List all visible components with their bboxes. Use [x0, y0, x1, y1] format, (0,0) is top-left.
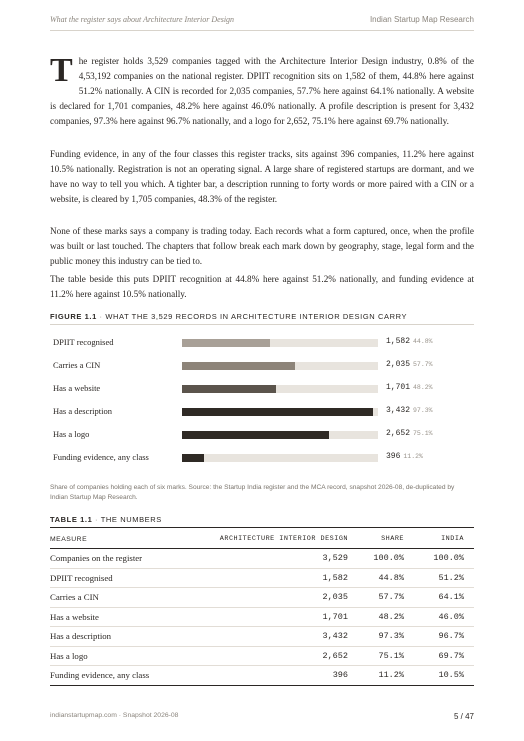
bar-value-label [386, 383, 433, 392]
drop-cap: T [50, 52, 73, 89]
bar-category-label: Funding evidence, any class [53, 452, 149, 462]
cell-india: 100.0% [414, 549, 474, 569]
bar-percent: 97.3% [413, 407, 433, 414]
table-row [50, 607, 474, 627]
header-divider [50, 30, 474, 31]
bar-count: 2,035 [386, 360, 411, 369]
header-india: INDIA [414, 528, 474, 549]
cell-share: 11.2% [358, 666, 414, 686]
table-row [50, 588, 474, 608]
page-number: 5 / 47 [453, 712, 474, 721]
chart-row [50, 380, 474, 400]
table-row [50, 646, 474, 666]
cell-measure: Has a website [50, 607, 198, 627]
bar [182, 431, 329, 439]
bar-count: 396 [386, 452, 401, 461]
bar-category-label: Has a logo [53, 429, 90, 439]
bar-value-label [386, 452, 423, 461]
bar-percent: 11.2% [403, 453, 423, 460]
cell-share: 57.7% [358, 588, 414, 608]
bar-percent: 57.7% [413, 361, 433, 368]
figure-title-text: WHAT THE 3,529 RECORDS IN ARCHITECTURE INTERIOR DESIGN CARRY [105, 312, 408, 321]
bar-track [182, 431, 378, 439]
footer-source: indianstartupmap.com · Snapshot 2026-08 [50, 712, 179, 719]
cell-share: 97.3% [358, 627, 414, 647]
paragraph-funding: Funding evidence, in any of the four classes this register tracks, sits against 396 companies, 11.2% here against 10.5% nationally. Registration is not an operating signal. A large share of registered startups are dormant, and we have no way to tell you which. A tighter bar, a description running to forty words or more paired with a CIN or a website, is cleared by 1,705 companies, 48.3% of the register. [50, 149, 474, 204]
bar-count: 1,582 [386, 337, 411, 346]
publisher-name: Indian Startup Map Research [369, 15, 474, 24]
figure-sep: · [99, 312, 103, 321]
figure-label: FIGURE 1.1 [50, 312, 97, 321]
table-title [50, 515, 162, 524]
paragraph-table-intro: The table beside this puts DPIIT recognition at 44.8% here against 51.2% nationally, and funding evidence at 11.2% here against 10.5% nationally. [50, 274, 474, 299]
paragraph-intro [50, 54, 474, 129]
table-sep: · [95, 515, 99, 524]
chart-row [50, 357, 474, 377]
bar-count: 1,701 [386, 383, 411, 392]
bar-category-label: Has a website [53, 383, 101, 393]
bar [182, 385, 276, 393]
cell-measure: Companies on the register [50, 549, 198, 569]
cell-measure: Has a description [50, 627, 198, 647]
cell-industry: 3,432 [198, 627, 358, 647]
cell-industry: 3,529 [198, 549, 358, 569]
bar-value-label [386, 429, 433, 438]
cell-share: 100.0% [358, 549, 414, 569]
cell-india: 51.2% [414, 568, 474, 588]
cell-india: 64.1% [414, 588, 474, 608]
bar-value-label [386, 360, 433, 369]
figure-caption: Share of companies holding each of six marks. Source: the Startup India register and the MCA record, snapshot 2026-08, de-duplicated by Indian Startup Map Research. [50, 484, 455, 501]
bar-track [182, 454, 378, 462]
cell-share: 44.8% [358, 568, 414, 588]
cell-india: 69.7% [414, 646, 474, 666]
page-footer [50, 712, 474, 724]
bar-track [182, 339, 378, 347]
figure-title [50, 312, 407, 321]
header-share: SHARE [358, 528, 414, 549]
bar-percent: 44.8% [413, 338, 433, 345]
bar-track [182, 385, 378, 393]
figure-divider [50, 324, 474, 325]
cell-india: 96.7% [414, 627, 474, 647]
bar-value-label [386, 406, 433, 415]
chart-row [50, 334, 474, 354]
cell-india: 10.5% [414, 666, 474, 686]
table-row [50, 549, 474, 569]
bar [182, 408, 373, 416]
chart-row [50, 403, 474, 423]
header-industry: ARCHITECTURE INTERIOR DESIGN [198, 528, 358, 549]
cell-industry: 1,582 [198, 568, 358, 588]
cell-measure: Has a logo [50, 646, 198, 666]
table-row [50, 666, 474, 686]
cell-share: 48.2% [358, 607, 414, 627]
cell-india: 46.0% [414, 607, 474, 627]
cell-industry: 1,701 [198, 607, 358, 627]
running-title: What the register says about Architecture Interior Design [50, 15, 235, 24]
bar-count: 2,652 [386, 429, 411, 438]
table-title-text: THE NUMBERS [100, 515, 162, 524]
paragraph-caveat: None of these marks says a company is trading today. Each records what a form captured, once, when the profile was built or last touched. The chapters that follow break each mark down by geography, stage, legal form and the public money this industry can be tied to. [50, 226, 474, 266]
cell-industry: 396 [198, 666, 358, 686]
table-row [50, 627, 474, 647]
chart-row [50, 426, 474, 446]
bar-value-label [386, 337, 433, 346]
cell-industry: 2,035 [198, 588, 358, 608]
cell-measure: Carries a CIN [50, 588, 198, 608]
paragraph-intro-text: he register holds 3,529 companies tagged with the Architecture Interior Design industry, 0.8% of the 4,53,192 companies on the national register. DPIIT recognition sits on 1,582 of them, 44.8% here against 51.2% nationally. A CIN is recorded for 2,035 companies, 57.7% here against 64.1% nationally. A website is declared for 1,701 companies, 48.2% here against 46.0% nationally. A profile description is present for 3,432 companies, 97.3% here against 96.7% nationally, and a logo for 2,652, 75.1% here against 69.7% nationally. [50, 56, 474, 126]
bar-percent: 75.1% [413, 430, 433, 437]
bar [182, 339, 270, 347]
running-header [50, 15, 474, 29]
table-header-row [50, 528, 474, 549]
chart-row [50, 449, 474, 469]
bar-category-label: Has a description [53, 406, 113, 416]
cell-measure: DPIIT recognised [50, 568, 198, 588]
header-measure: MEASURE [50, 528, 198, 549]
cell-share: 75.1% [358, 646, 414, 666]
numbers-table [50, 527, 474, 686]
bar-count: 3,432 [386, 406, 411, 415]
bar [182, 454, 204, 462]
bar-category-label: DPIIT recognised [53, 337, 114, 347]
bar-percent: 48.2% [413, 384, 433, 391]
bar-track [182, 362, 378, 370]
bar [182, 362, 295, 370]
bar-track [182, 408, 378, 416]
bar-category-label: Carries a CIN [53, 360, 101, 370]
table-row [50, 568, 474, 588]
cell-industry: 2,652 [198, 646, 358, 666]
table-label: TABLE 1.1 [50, 515, 93, 524]
cell-measure: Funding evidence, any class [50, 666, 198, 686]
